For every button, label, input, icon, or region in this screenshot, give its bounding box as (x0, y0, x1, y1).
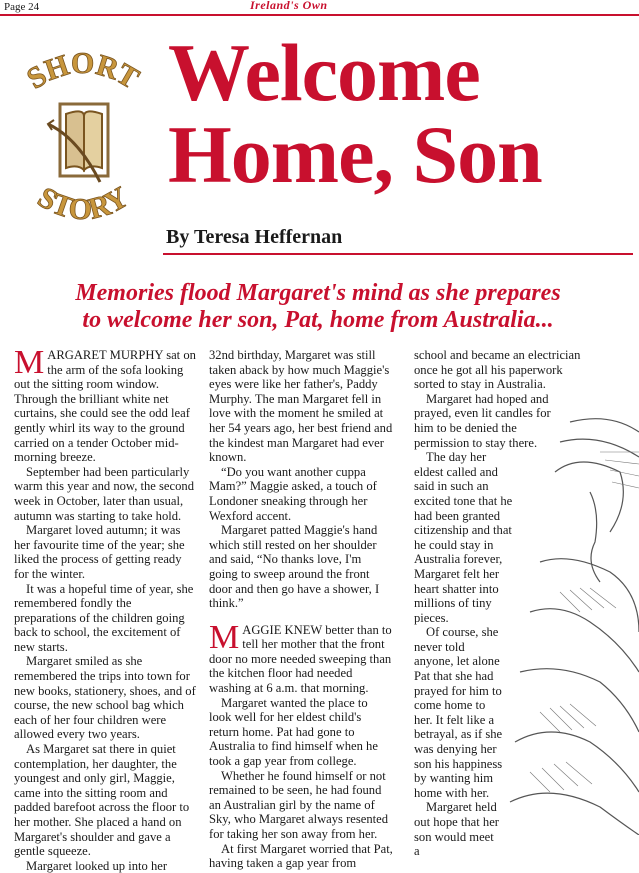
paragraph: It was a hopeful time of year, she remembered fondly the preparations of the children going back to school, the excitement of new starts. (14, 581, 194, 654)
paragraph: The day her eldest called and said in such an excited tone that he had been granted citizenship and that he could stay in Australia forever, Margaret felt her heart shatter into millions of tiny pieces. (414, 450, 513, 625)
paragraph: At first Margaret worried that Pat, having taken a gap year from (209, 841, 393, 871)
column-2 (209, 348, 393, 871)
masthead: Ireland's Own (250, 0, 328, 12)
title-line-1: Welcome (168, 27, 480, 118)
paragraph: MARGARET MURPHY sat on the arm of the sofa looking out the sitting room window. Through the brilliant white net curtains, she could see the odd leaf gently whirl its way to the ground carried on a tender October mid-morning breeze. (14, 344, 196, 465)
top-rule (0, 14, 639, 16)
badge-top-word: SHORT (21, 46, 145, 96)
book-quill-icon (48, 104, 108, 182)
paragraph: “Do you want another cuppa Mam?” Maggie asked, a touch of Londoner sneaking through her Wexford accent. (209, 464, 377, 523)
paragraph: September had been particularly warm this year and now, the second week in October, later than usual, autumn was starting to take hold. (14, 464, 194, 523)
drop-cap: M (209, 618, 240, 656)
column-1 (14, 344, 196, 873)
page-number: Page 24 (4, 1, 40, 13)
paragraph: Margaret looked up into her (26, 858, 168, 873)
paragraph: Whether he found himself or not remained to be seen, he had found an Australian girl by the name of Sky, who Margaret always resented for taking her son away from her. (209, 768, 389, 841)
paragraph: Of course, she never told anyone, let alone Pat that she had prayed for him to come home to her. It felt like a betrayal, as if she was denying her son his happiness by wanting him home with her. (414, 625, 503, 800)
paragraph: Margaret smiled as she remembered the trips into town for new books, stationery, shoes, and of course, the new school bag which each of her four children were allowed every two years. (14, 654, 196, 742)
paragraph: As Margaret sat there in quiet contemplation, her daughter, the youngest and only girl, Maggie, came into the sitting room and padded barefoot across the floor to her mother. She placed a hand on Margaret's shoulder and gave a gentle squeeze. (14, 742, 190, 859)
paragraph: MAGGIE KNEW better than to tell her mother that the front door no more needed sweeping than the kitchen floor had needed washing at 6 a.m. that morning. (209, 618, 392, 696)
article-title (168, 27, 542, 200)
paragraph: school and became an electrician once he got all his paperwork sorted to stay in Australia. (414, 348, 581, 392)
paragraph: Margaret wanted the place to look well for her eldest child's return home. Pat had gone to Australia to find himself when he took a gap year from college. (209, 695, 378, 769)
paragraph: Margaret had hoped and prayed, even lit candles for him to be denied the permission to stay there. (414, 391, 551, 450)
title-line-2: Home, Son (168, 109, 542, 200)
paragraph: Margaret held out hope that her son would meet a (414, 800, 499, 859)
paragraph: Margaret patted Maggie's hand which still rested on her shoulder and said, “No thanks love, I'm going to sweep around the front door and then go have a shower, I think.” (209, 523, 380, 611)
column-3 (414, 348, 594, 859)
standfirst-line-2: to welcome her son, Pat, home from Australia... (82, 307, 554, 333)
drop-cap: M (14, 344, 45, 381)
standfirst (18, 280, 618, 334)
short-story-badge (8, 42, 158, 242)
badge-bottom-word: STORY (32, 180, 134, 227)
byline: By Teresa Heffernan (166, 226, 343, 248)
standfirst-line-1: Memories flood Margaret's mind as she prepares (75, 280, 561, 306)
paragraph: Margaret loved autumn; it was her favourite time of the year; she liked the process of getting ready for the winter. (14, 523, 185, 581)
paragraph: 32nd birthday, Margaret was still taken aback by how much Maggie's eyes were like her father's, Paddy Murphy. The man Margaret fell in love with the moment he smiled at her 54 years ago, her best friend and the kindest man Margaret had ever known. (209, 348, 393, 465)
header-rule (163, 253, 633, 255)
